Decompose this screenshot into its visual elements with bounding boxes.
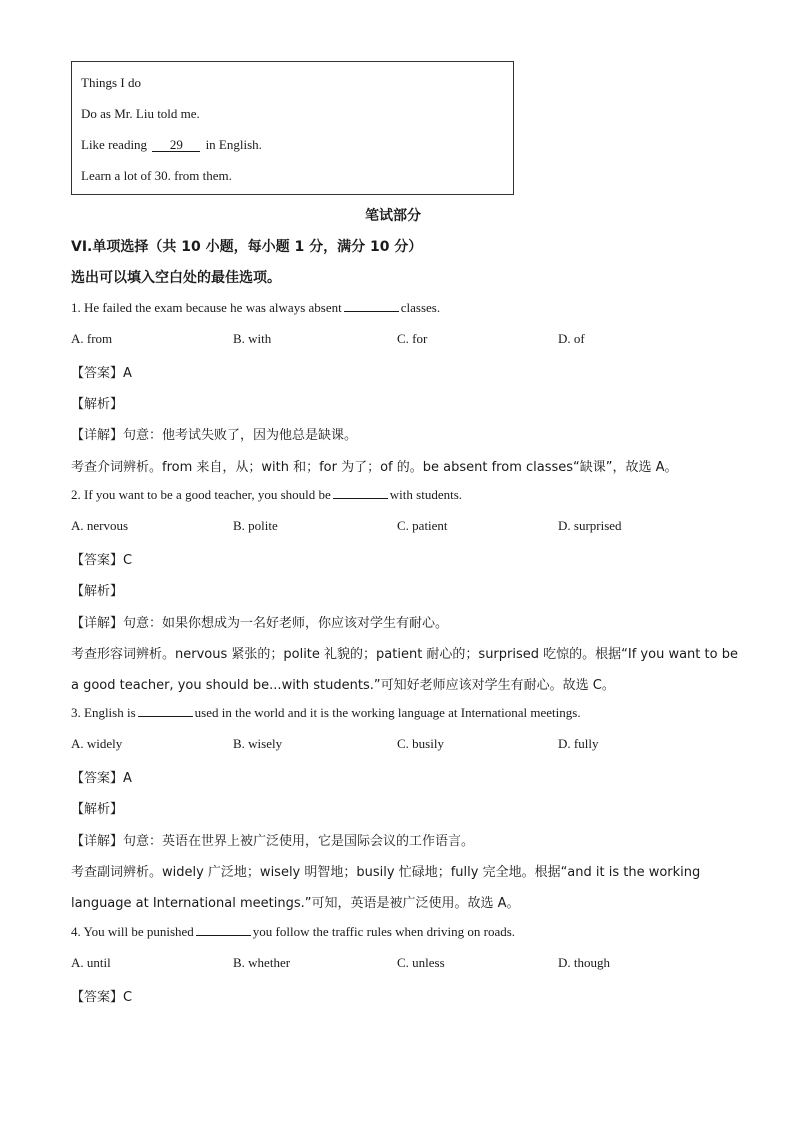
question-1-analysis: 【解析】 [71, 397, 124, 412]
question-1-explain-1: 考查介词辨析。from 来自，从；with 和；for 为了；of 的。be absent from classes“缺课”，故选 A。 [71, 460, 678, 475]
question-2-stem-post: with students. [389, 487, 463, 502]
question-4-option-d: D. though [558, 955, 610, 970]
question-3-explain-1: 考查副词辨析。widely 广泛地；wisely 明智地；busily 忙碌地；fully 完全地。根据“and it is the working [71, 865, 701, 880]
question-4-answer: 【答案】C [71, 990, 133, 1005]
question-1-option-b: B. with [233, 331, 272, 346]
question-1-detail: 【详解】句意：他考试失败了，因为他总是缺课。 [71, 428, 358, 443]
question-3-stem-pre: 3. English is [71, 705, 136, 720]
question-4-blank [196, 924, 251, 936]
box-line-3-post: in English. [205, 137, 262, 152]
question-1-option-a: A. from [71, 331, 113, 346]
question-3-option-a: A. widely [71, 736, 123, 751]
box-line-4: Learn a lot of 30. from them. [81, 168, 232, 183]
section-title: 笔试部分 [365, 208, 421, 224]
question-4-stem-pre: 4. You will be punished [71, 924, 194, 939]
question-2-option-c: C. patient [397, 518, 448, 533]
question-1-stem-post: classes. [400, 300, 441, 315]
question-3-analysis: 【解析】 [71, 802, 124, 817]
question-2-option-d: D. surprised [558, 518, 622, 533]
question-2-explain-2: a good teacher, you should be...with students.”可知好老师应该对学生有耐心。故选 C。 [71, 678, 615, 693]
question-4-stem [71, 924, 515, 940]
box-line-1: Things I do [81, 75, 141, 90]
question-1-answer: 【答案】A [71, 366, 132, 381]
instruction: 选出可以填入空白处的最佳选项。 [71, 270, 281, 286]
question-4-option-a: A. until [71, 955, 111, 970]
question-4-option-b: B. whether [233, 955, 291, 970]
section-heading: VI.单项选择（共 10 小题，每小题 1 分，满分 10 分） [71, 239, 423, 255]
question-2-stem-pre: 2. If you want to be a good teacher, you should be [71, 487, 331, 502]
blank-29: 29 [152, 139, 200, 152]
question-2-answer: 【答案】C [71, 553, 133, 568]
writing-outline-box [71, 61, 514, 195]
question-4-stem-post: you follow the traffic rules when driving on roads. [252, 924, 516, 939]
question-1-option-c: C. for [397, 331, 428, 346]
question-2-explain-1: 考查形容词辨析。nervous 紧张的；polite 礼貌的；patient 耐心的；surprised 吃惊的。根据“If you want to be [71, 647, 738, 662]
question-4-option-c: C. unless [397, 955, 445, 970]
question-1-option-d: D. of [558, 331, 585, 346]
question-1-stem-pre: 1. He failed the exam because he was always absent [71, 300, 342, 315]
question-3-option-d: D. fully [558, 736, 599, 751]
question-3-answer: 【答案】A [71, 771, 132, 786]
question-2-detail: 【详解】句意：如果你想成为一名好老师，你应该对学生有耐心。 [71, 616, 449, 631]
question-2-analysis: 【解析】 [71, 584, 124, 599]
box-line-3 [81, 137, 262, 153]
question-1-blank [344, 300, 399, 312]
question-3-explain-2: language at International meetings.”可知，英语是被广泛使用。故选 A。 [71, 896, 520, 911]
question-2-blank [333, 487, 388, 499]
question-3-stem [71, 705, 581, 721]
question-3-stem-post: used in the world and it is the working language at International meetings. [194, 705, 581, 720]
question-3-blank [138, 705, 193, 717]
question-3-option-b: B. wisely [233, 736, 283, 751]
question-2-option-b: B. polite [233, 518, 278, 533]
question-2-option-a: A. nervous [71, 518, 129, 533]
question-3-option-c: C. busily [397, 736, 444, 751]
box-line-2: Do as Mr. Liu told me. [81, 106, 200, 121]
question-2-stem [71, 487, 462, 503]
box-line-3-pre: Like reading [81, 137, 148, 152]
question-3-detail: 【详解】句意：英语在世界上被广泛使用，它是国际会议的工作语言。 [71, 834, 475, 849]
question-1-stem [71, 300, 440, 316]
